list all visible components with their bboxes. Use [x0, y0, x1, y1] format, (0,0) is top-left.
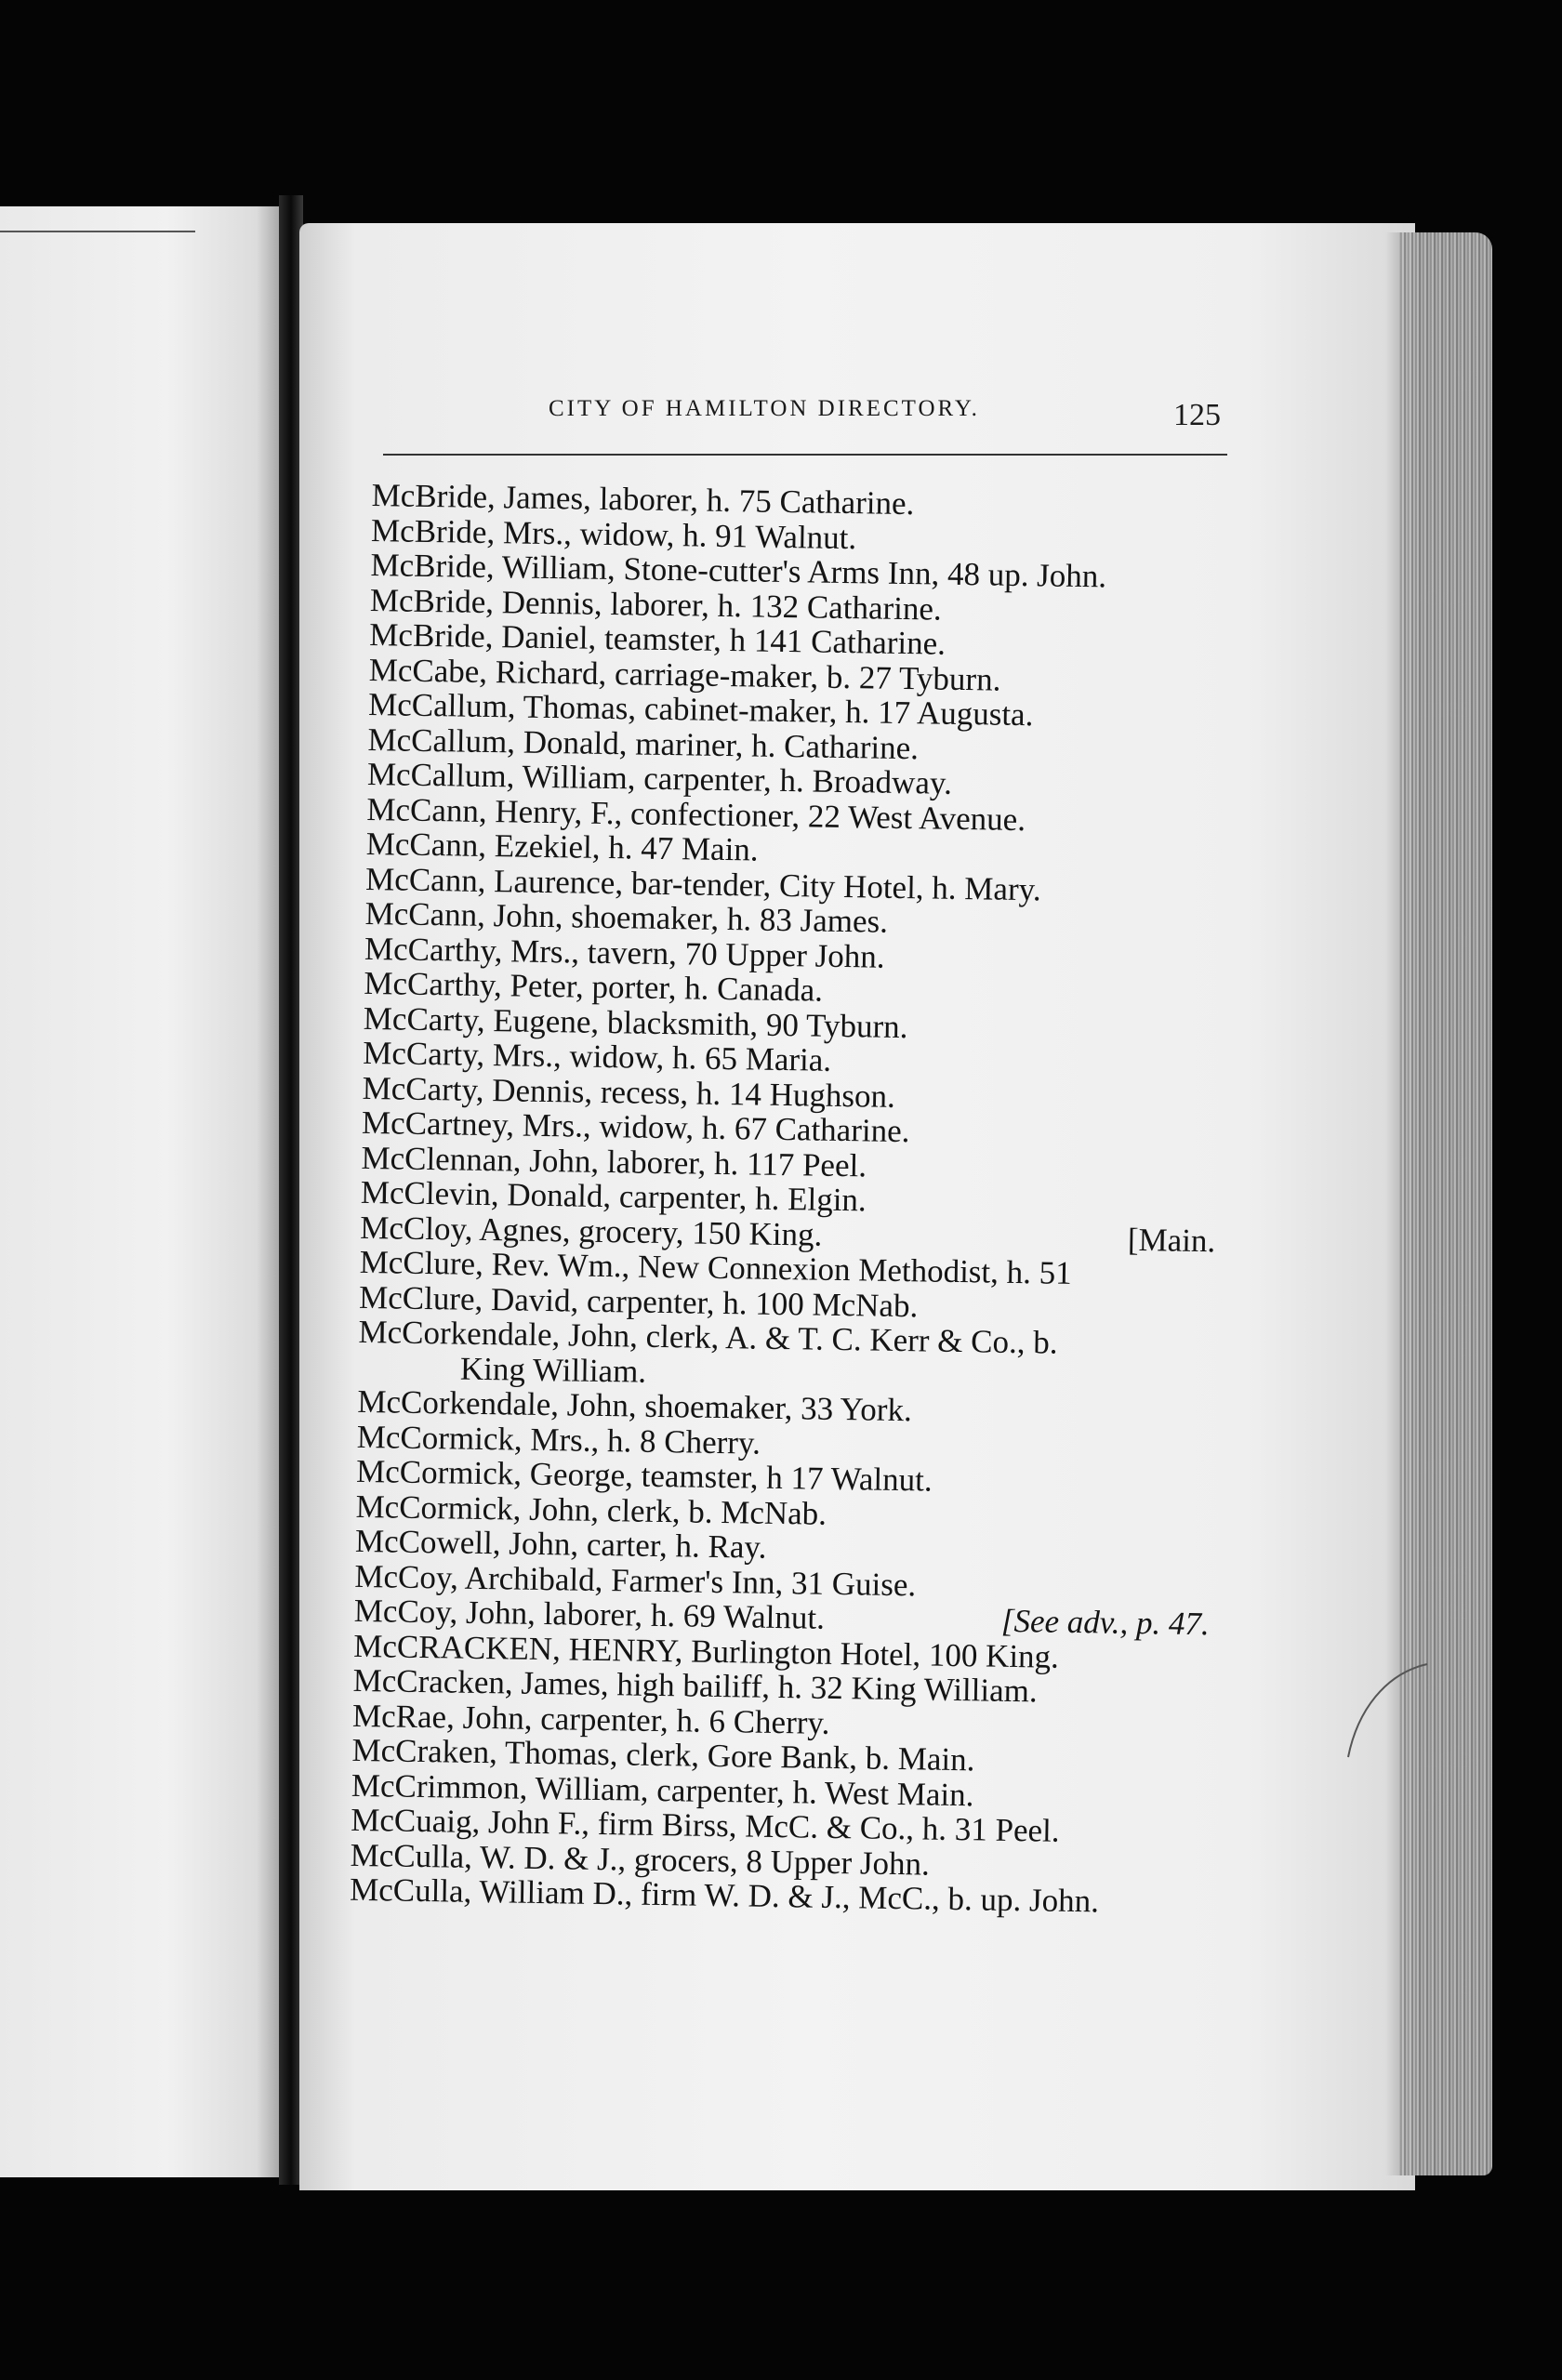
directory-entry: McCrimmon, William, carpenter, h. West Main. — [351, 1766, 974, 1813]
directory-entry: McCarty, Eugene, blacksmith, 90 Tyburn. — [363, 999, 908, 1045]
directory-entry: McCowell, John, carter, h. Ray. — [354, 1522, 767, 1566]
directory-entry: McCallum, William, carpenter, h. Broadway. — [366, 755, 953, 801]
carryover-text: [Main. — [1127, 1221, 1216, 1259]
directory-entry: McCann, Laurence, bar-tender, City Hotel, h. Mary. — [364, 860, 1041, 907]
directory-entry: McCuaig, John F., firm Birss, McC. & Co., h. 31 Peel. — [351, 1801, 1060, 1849]
directory-entry: McCarthy, Mrs., tavern, 70 Upper John. — [364, 930, 885, 975]
directory-entry: McCormick, George, teamster, h 17 Walnut. — [355, 1452, 933, 1499]
directory-entry: McClennan, John, laborer, h. 117 Peel. — [361, 1139, 867, 1183]
directory-entry: McCann, Ezekiel, h. 47 Main. — [365, 825, 759, 868]
directory-entry: McBride, Mrs., widow, h. 91 Walnut. — [370, 511, 857, 556]
directory-entry: McCormick, John, clerk, b. McNab. — [355, 1488, 827, 1532]
entry-text: McCoy, John, laborer, h. 69 Walnut. — [353, 1592, 826, 1636]
directory-entry: McRae, John, carpenter, h. 6 Cherry. — [351, 1697, 830, 1741]
page-edges — [1399, 232, 1492, 2175]
directory-entry: McCorkendale, John, clerk, A. & T. C. Kerr & Co., b. — [358, 1313, 1058, 1361]
directory-entry: McCracken, James, high bailiff, h. 32 King William. — [352, 1661, 1038, 1710]
previous-page-fragment — [0, 206, 279, 2177]
directory-entry: McCallum, Thomas, cabinet-maker, h. 17 Augusta. — [367, 685, 1034, 734]
directory-entry: McCormick, Mrs., h. 8 Cherry. — [356, 1418, 761, 1461]
header-rule — [383, 454, 1227, 456]
directory-entry: McCarty, Mrs., widow, h. 65 Maria. — [362, 1034, 832, 1078]
directory-entry: McCulla, W. D. & J., grocers, 8 Upper John. — [350, 1836, 931, 1883]
directory-entry: McBride, Daniel, teamster, h 141 Catharine. — [369, 615, 946, 662]
directory-entries — [350, 478, 1227, 1921]
advertisement-reference: [See adv., p. 47. — [1000, 1602, 1211, 1643]
directory-entry: McCorkendale, John, shoemaker, 33 York. — [357, 1382, 913, 1429]
directory-entry-continuation: King William. — [459, 1350, 647, 1390]
directory-entry: McCann, John, shoemaker, h. 83 James. — [364, 894, 889, 940]
directory-entry: McCulla, William D., firm W. D. & J., McC., b. up. John. — [349, 1871, 1100, 1920]
directory-entry: McCabe, Richard, carriage-maker, b. 27 Tyburn. — [368, 651, 1001, 698]
running-header: CITY OF HAMILTON DIRECTORY. — [549, 396, 980, 421]
directory-entry: McBride, James, laborer, h. 75 Catharine. — [371, 477, 915, 522]
directory-entry: McCann, Henry, F., confectioner, 22 West Avenue. — [366, 790, 1026, 838]
directory-entry: McClevin, Donald, carpenter, h. Elgin. — [360, 1173, 867, 1219]
directory-entry: McBride, Dennis, laborer, h. 132 Catharine. — [369, 581, 943, 628]
directory-entry: McCraken, Thomas, clerk, Gore Bank, b. Main. — [351, 1731, 975, 1778]
directory-entry: McClure, Rev. Wm., New Connexion Methodist, h. 51 — [359, 1243, 1073, 1291]
entry-text: McCloy, Agnes, grocery, 150 King. — [360, 1209, 823, 1253]
directory-entry: McCarthy, Peter, porter, h. Canada. — [364, 964, 824, 1009]
directory-entry: McClure, David, carpenter, h. 100 McNab. — [358, 1278, 919, 1324]
previous-page-rule — [0, 231, 195, 232]
directory-entry: McCoy, Archibald, Farmer's Inn, 31 Guise. — [354, 1557, 917, 1603]
directory-entry: McCarty, Dennis, recess, h. 14 Hughson. — [362, 1069, 896, 1115]
directory-entry: McCRACKEN, HENRY, Burlington Hotel, 100 King. — [352, 1627, 1060, 1675]
directory-entry: McBride, William, Stone-cutter's Arms Inn, 48 up. John. — [370, 546, 1107, 595]
directory-entry: McCartney, Mrs., widow, h. 67 Catharine. — [361, 1104, 910, 1150]
directory-entry: McCallum, Donald, mariner, h. Catharine. — [367, 721, 920, 766]
pencil-curve-mark — [1330, 1655, 1432, 1766]
page-number: 125 — [1173, 398, 1221, 432]
